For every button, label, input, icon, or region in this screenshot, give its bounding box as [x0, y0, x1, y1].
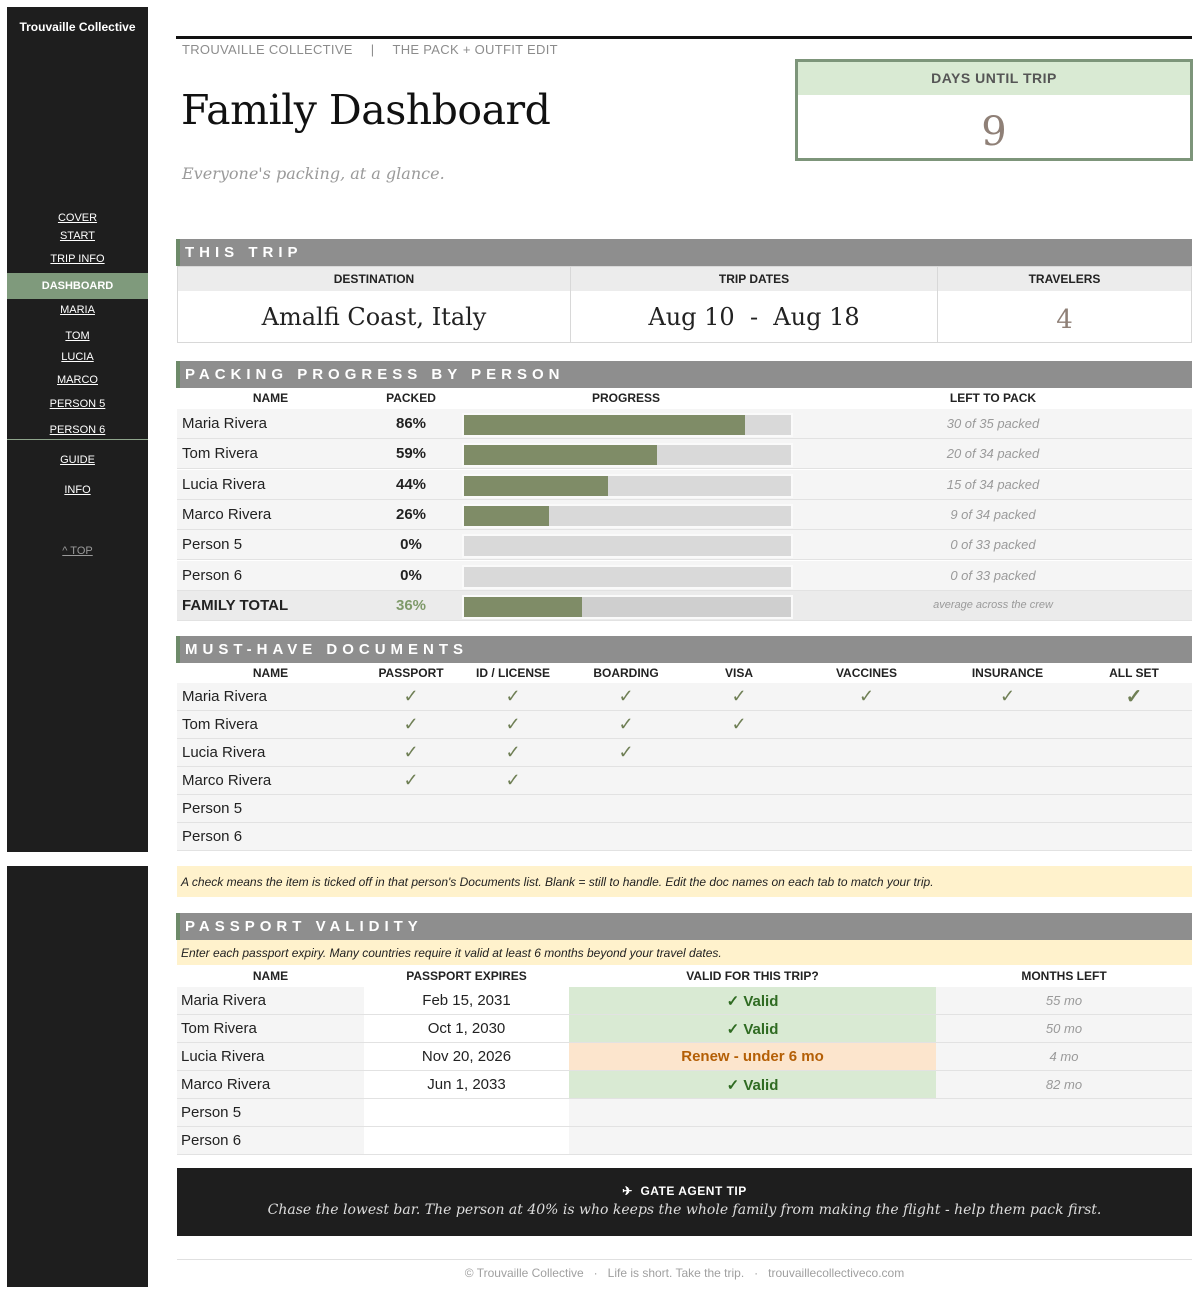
progress-bar-fill — [464, 476, 608, 496]
docs-col-all-set: ALL SET — [1109, 666, 1159, 680]
nav-divider — [7, 439, 148, 440]
id-license-cell — [458, 767, 568, 794]
left-to-pack: 0 of 33 packed — [950, 537, 1036, 553]
sidebar-brand: Trouvaille Collective — [19, 20, 136, 34]
section-passport-validity: PASSPORT VALIDITY — [176, 913, 1192, 940]
packed-percent: 44% — [395, 475, 427, 493]
nav-link-lucia[interactable]: LUCIA — [61, 351, 94, 363]
passport-col-months: MONTHS LEFT — [1021, 969, 1107, 983]
nav-link-marco[interactable]: MARCO — [57, 374, 98, 386]
trip-dates-value: Aug 10 - Aug 18 — [648, 303, 860, 331]
nav-link-dashboard[interactable]: DASHBOARD — [7, 273, 148, 299]
person-name: Person 5 — [182, 536, 243, 554]
person-name: Marco Rivera — [181, 1076, 271, 1093]
section-packing-progress: PACKING PROGRESS BY PERSON — [176, 361, 1192, 388]
insurance-cell — [939, 767, 1076, 794]
passport-col-valid: VALID FOR THIS TRIP? — [686, 969, 819, 983]
months-left: 82 mo — [1045, 1077, 1083, 1092]
nav-link-tom[interactable]: TOM — [65, 330, 90, 342]
passport-expiry-field: Jun 1, 2033 — [364, 1071, 569, 1098]
breadcrumb-section: THE PACK + OUTFIT EDIT — [392, 42, 558, 57]
passport-expiry-field: Oct 1, 2030 — [364, 1015, 569, 1042]
docs-col-id: ID / LICENSE — [475, 666, 550, 680]
trip-info-grid — [177, 266, 1192, 343]
vaccines-cell — [794, 795, 939, 822]
table-row — [177, 987, 1192, 1015]
checkmark-icon: ✓ — [1125, 686, 1143, 708]
table-row — [177, 823, 1192, 851]
packed-percent: 26% — [395, 505, 427, 523]
checkmark-icon: ✓ — [403, 714, 419, 734]
table-row — [177, 500, 1192, 530]
person-name: Maria Rivera — [181, 992, 267, 1009]
footer-separator: · — [754, 1266, 759, 1280]
passport-col-name: NAME — [252, 969, 289, 983]
page-title: Family Dashboard — [181, 86, 551, 134]
person-name: Person 6 — [182, 828, 243, 845]
person-name: FAMILY TOTAL — [182, 596, 289, 614]
checkmark-icon: ✓ — [618, 714, 634, 734]
table-row — [177, 1099, 1192, 1127]
nav-link-info[interactable]: INFO — [64, 484, 91, 496]
packed-percent: 86% — [395, 415, 427, 432]
table-row — [177, 683, 1192, 711]
breadcrumb-brand: TROUVAILLE COLLECTIVE — [182, 42, 353, 57]
travelers-label: TRAVELERS — [938, 267, 1191, 291]
packed-percent: 0% — [400, 566, 422, 584]
footer-rule — [177, 1259, 1192, 1260]
progress-bar — [462, 413, 793, 437]
progress-bar — [462, 534, 793, 558]
docs-col-passport: PASSPORT — [378, 666, 444, 680]
tip-body: Chase the lowest bar. The person at 40% is who keeps the whole family from making the flight - help them pack first. — [267, 1202, 1102, 1218]
months-left: 50 mo — [1045, 1021, 1083, 1036]
nav-link-trip-info[interactable]: TRIP INFO — [50, 253, 105, 265]
trip-dates-label: TRIP DATES — [571, 267, 937, 291]
passport-expiry-field — [364, 1127, 569, 1154]
table-row — [177, 1015, 1192, 1043]
nav-link-maria[interactable]: MARIA — [60, 304, 95, 316]
validity-status — [569, 1127, 936, 1154]
packing-total-row — [177, 591, 1192, 621]
left-to-pack: 30 of 35 packed — [946, 416, 1040, 431]
docs-col-name: NAME — [252, 666, 289, 680]
person-name: Person 5 — [182, 800, 243, 817]
checkmark-icon: ✓ — [858, 686, 875, 706]
passport-cell — [364, 711, 458, 738]
checkmark-icon: ✓ — [618, 686, 634, 706]
person-name: Lucia Rivera — [182, 475, 266, 493]
nav-link-person-5[interactable]: PERSON 5 — [49, 398, 106, 410]
person-name: Lucia Rivera — [181, 1048, 265, 1065]
vaccines-cell — [794, 767, 939, 794]
progress-bar-fill — [464, 415, 745, 435]
table-row — [177, 1127, 1192, 1155]
id-license-cell — [458, 711, 568, 738]
all-set-cell — [1076, 823, 1192, 850]
validity-status — [569, 1099, 936, 1126]
docs-col-visa: VISA — [724, 666, 753, 680]
vaccines-cell — [794, 711, 939, 738]
visa-cell — [684, 711, 794, 738]
visa-cell — [684, 767, 794, 794]
checkmark-icon: ✓ — [403, 770, 419, 790]
table-row — [177, 439, 1192, 469]
trip-destination-col — [178, 267, 571, 342]
person-name: Maria Rivera — [182, 415, 268, 432]
progress-bar — [462, 565, 793, 589]
table-row — [177, 561, 1192, 591]
trip-dates-col — [571, 267, 938, 342]
left-to-pack: 20 of 34 packed — [946, 446, 1040, 462]
boarding-cell — [568, 739, 684, 766]
person-name: Lucia Rivera — [182, 744, 266, 761]
table-row — [177, 530, 1192, 560]
table-row — [177, 1071, 1192, 1099]
insurance-cell — [939, 683, 1076, 710]
checkmark-icon: ✓ — [505, 742, 521, 762]
all-set-cell — [1076, 683, 1192, 710]
progress-bar-fill — [464, 445, 657, 465]
destination-label: DESTINATION — [178, 267, 570, 291]
id-license-cell — [458, 823, 568, 850]
all-set-cell — [1076, 711, 1192, 738]
nav-link-person-6[interactable]: PERSON 6 — [49, 424, 106, 436]
progress-bar-fill — [464, 506, 549, 526]
id-license-cell — [458, 683, 568, 710]
progress-bar — [462, 474, 793, 498]
page-subtitle: Everyone's packing, at a glance. — [182, 164, 445, 183]
insurance-cell — [939, 823, 1076, 850]
checkmark-icon: ✓ — [403, 686, 419, 706]
person-name: Maria Rivera — [182, 688, 268, 705]
plane-icon: ✈ — [622, 1184, 633, 1198]
validity-status: ✓ Valid — [569, 987, 936, 1014]
packing-col-progress: PROGRESS — [591, 391, 660, 405]
passport-cell — [364, 739, 458, 766]
person-name: Marco Rivera — [182, 772, 272, 789]
footer-site-link[interactable]: trouvaillecollectiveco.com — [768, 1266, 905, 1280]
passport-cell — [364, 767, 458, 794]
id-license-cell — [458, 795, 568, 822]
days-until-trip-card — [795, 59, 1193, 161]
checkmark-icon: ✓ — [731, 686, 747, 706]
boarding-cell — [568, 823, 684, 850]
packed-percent: 36% — [395, 596, 427, 614]
left-to-pack: 15 of 34 packed — [946, 476, 1040, 492]
id-license-cell — [458, 739, 568, 766]
table-row — [177, 409, 1192, 439]
person-name: Marco Rivera — [182, 505, 272, 523]
section-this-trip: THIS TRIP — [176, 239, 1192, 266]
destination-value: Amalfi Coast, Italy — [261, 303, 487, 331]
passport-cell — [364, 823, 458, 850]
packed-percent: 0% — [400, 536, 422, 554]
packing-col-name: NAME — [252, 391, 289, 405]
boarding-cell — [568, 767, 684, 794]
all-set-cell — [1076, 767, 1192, 794]
left-to-pack: average across the crew — [933, 599, 1053, 612]
visa-cell — [684, 683, 794, 710]
progress-bar — [462, 504, 793, 528]
checkmark-icon: ✓ — [505, 686, 521, 706]
trip-travelers-col — [938, 267, 1191, 342]
passport-cell — [364, 683, 458, 710]
boarding-cell — [568, 711, 684, 738]
nav-link-guide[interactable]: GUIDE — [60, 454, 95, 466]
person-name: Person 6 — [182, 566, 243, 584]
validity-status: ✓ Valid — [569, 1071, 936, 1098]
vaccines-cell — [794, 683, 939, 710]
checkmark-icon: ✓ — [403, 742, 419, 762]
visa-cell — [684, 795, 794, 822]
breadcrumb — [182, 42, 558, 57]
boarding-cell — [568, 795, 684, 822]
footer-copyright: © Trouvaille Collective — [464, 1266, 584, 1280]
person-name: Person 6 — [181, 1132, 242, 1149]
footer-tagline: Life is short. Take the trip. — [607, 1266, 745, 1280]
validity-status: Renew - under 6 mo — [569, 1043, 936, 1070]
travelers-value: 4 — [1056, 305, 1073, 335]
docs-col-insurance: INSURANCE — [971, 666, 1044, 680]
person-name: Tom Rivera — [181, 1020, 257, 1037]
table-row — [177, 1043, 1192, 1071]
checkmark-icon: ✓ — [999, 686, 1016, 706]
table-row — [177, 795, 1192, 823]
person-name: Tom Rivera — [182, 716, 258, 733]
packing-col-packed: PACKED — [386, 391, 436, 405]
passport-col-expires: PASSPORT EXPIRES — [406, 969, 527, 983]
left-to-pack: 0 of 33 packed — [950, 567, 1036, 583]
packing-col-left: LEFT TO PACK — [949, 391, 1037, 405]
boarding-cell — [568, 683, 684, 710]
person-name: Tom Rivera — [182, 445, 258, 463]
vaccines-cell — [794, 823, 939, 850]
sidebar-nav — [7, 7, 148, 852]
vaccines-cell — [794, 739, 939, 766]
passport-expiry-field: Nov 20, 2026 — [364, 1043, 569, 1070]
months-left — [936, 1099, 1192, 1126]
tip-heading — [177, 1184, 1192, 1198]
visa-cell — [684, 739, 794, 766]
insurance-cell — [939, 739, 1076, 766]
passport-note: Enter each passport expiry. Many countries require it valid at least 6 months beyond your travel dates. — [177, 940, 1192, 965]
person-name: Person 5 — [181, 1104, 242, 1121]
section-documents: MUST-HAVE DOCUMENTS — [176, 636, 1192, 663]
left-to-pack: 9 of 34 packed — [950, 506, 1036, 522]
table-row — [177, 470, 1192, 500]
days-until-trip-value: 9 — [981, 109, 1007, 155]
months-left — [936, 1127, 1192, 1154]
checkmark-icon: ✓ — [505, 770, 521, 790]
checkmark-icon: ✓ — [505, 714, 521, 734]
sidebar-lower — [7, 866, 148, 1287]
breadcrumb-separator: | — [370, 42, 375, 57]
docs-col-vaccines: VACCINES — [835, 666, 898, 680]
table-row — [177, 711, 1192, 739]
progress-bar — [462, 443, 793, 467]
validity-status: ✓ Valid — [569, 1015, 936, 1042]
footer — [177, 1266, 1192, 1280]
checkmark-icon: ✓ — [731, 714, 747, 734]
progress-bar-fill — [464, 597, 582, 617]
docs-col-boarding: BOARDING — [593, 666, 659, 680]
passport-cell — [364, 795, 458, 822]
header-rule — [176, 36, 1192, 39]
all-set-cell — [1076, 739, 1192, 766]
table-row — [177, 739, 1192, 767]
months-left: 4 mo — [1049, 1049, 1079, 1064]
checkmark-icon: ✓ — [618, 742, 634, 762]
table-row — [177, 767, 1192, 795]
nav-link-top[interactable]: ^ TOP — [62, 545, 93, 557]
packed-percent: 59% — [395, 445, 427, 463]
months-left: 55 mo — [1045, 993, 1083, 1008]
all-set-cell — [1076, 795, 1192, 822]
nav-link-start[interactable]: START — [59, 230, 96, 242]
gate-agent-tip — [177, 1168, 1192, 1236]
passport-expiry-field — [364, 1099, 569, 1126]
progress-bar — [462, 595, 793, 619]
nav-link-cover[interactable]: COVER — [57, 212, 98, 224]
visa-cell — [684, 823, 794, 850]
days-until-trip-label: DAYS UNTIL TRIP — [798, 62, 1190, 95]
footer-separator: · — [593, 1266, 598, 1280]
insurance-cell — [939, 795, 1076, 822]
documents-note: A check means the item is ticked off in that person's Documents list. Blank = still to handle. Edit the doc names on each tab to match your trip. — [177, 866, 1192, 897]
tip-heading-text: GATE AGENT TIP — [640, 1184, 747, 1198]
passport-expiry-field: Feb 15, 2031 — [364, 987, 569, 1014]
insurance-cell — [939, 711, 1076, 738]
